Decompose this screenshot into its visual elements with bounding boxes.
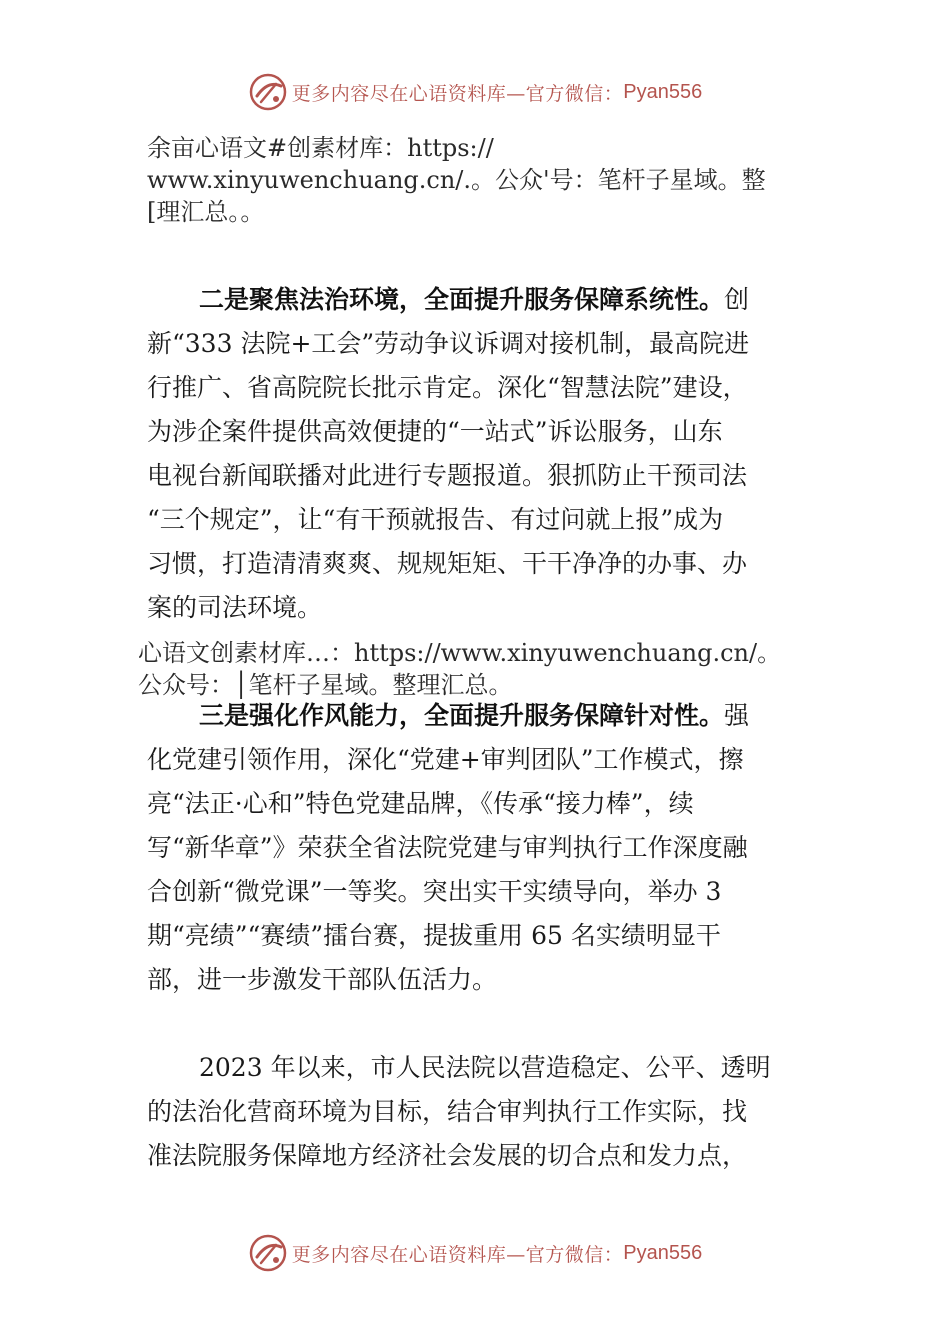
banner-wechat-id: Pyan556 <box>623 1241 703 1264</box>
brand-logo-icon <box>248 72 288 112</box>
paragraph-line: 亮“法正·心和”特色党建品牌，《传承“接力棒”，续 <box>147 789 694 818</box>
paragraph-line: 准法院服务保障地方经济社会发展的切合点和发力点， <box>147 1141 748 1170</box>
paragraph-line: 行推广、省高院院长批示肯定。深化“智慧法院”建设， <box>147 373 748 402</box>
paragraph-line: 的法治化营商环境为目标，结合审判执行工作实际，找 <box>147 1097 748 1126</box>
watermark-line: www.xinyuwenchuang.cn/.。公众'号：笔杆子星域。整 <box>147 166 766 194</box>
watermark-line: [理汇总。。 <box>147 198 265 226</box>
section-3-paragraph <box>147 694 749 1002</box>
section-3-heading: 三是强化作风能力，全面提升服务保障针对性。 <box>199 701 725 730</box>
paragraph-line: 2023 年以来，市人民法院以营造稳定、公平、透明 <box>199 1053 771 1082</box>
section-2-first-line <box>147 278 749 322</box>
paragraph-line: 习惯，打造清清爽爽、规规矩矩、干干净净的办事、办 <box>147 549 748 578</box>
watermark-line: 余亩心语文#创素材库：https:// <box>147 134 494 162</box>
watermark-line: 心语文创素材库…：https://www.xinyuwenchuang.cn/。 <box>138 639 782 667</box>
section-3-first-line <box>147 694 749 738</box>
section-2-paragraph <box>147 278 749 630</box>
paragraph-2023 <box>147 1046 771 1178</box>
paragraph-line: 部，进一步激发干部队伍活力。 <box>147 965 498 994</box>
banner-text: 更多内容尽在心语资料库—官方微信： <box>291 1243 624 1266</box>
section-2-first-rest: 创 <box>724 285 750 314</box>
watermark-text-top <box>147 132 766 228</box>
paragraph-line: 化党建引领作用，深化“党建+审判团队”工作模式，擦 <box>147 745 744 774</box>
footer-banner <box>0 1231 950 1275</box>
banner-wechat-id: Pyan556 <box>623 80 703 103</box>
section-3-first-rest: 强 <box>724 701 750 730</box>
paragraph-line: 写“新华章”》荣获全省法院党建与审判执行工作深度融 <box>147 833 748 862</box>
paragraph-line: 案的司法环境。 <box>147 593 323 622</box>
section-2-heading: 二是聚焦法治环境，全面提升服务保障系统性。 <box>199 285 725 314</box>
paragraph-line: “三个规定”，让“有干预就报告、有过问就上报”成为 <box>147 505 724 534</box>
banner-text: 更多内容尽在心语资料库—官方微信： <box>291 82 624 105</box>
watermark-text-middle <box>138 637 781 701</box>
paragraph-line: 为涉企案件提供高效便捷的“一站式”诉讼服务，山东 <box>147 417 723 446</box>
paragraph-line: 合创新“微党课”一等奖。突出实干实绩导向，举办 3 <box>147 877 722 906</box>
brand-logo-icon <box>248 1233 288 1273</box>
header-banner <box>0 70 950 114</box>
watermark-line: 公众号：│笔杆子星域。整理汇总。 <box>138 671 513 699</box>
paragraph-line: 电视台新闻联播对此进行专题报道。狠抓防止干预司法 <box>147 461 748 490</box>
paragraph-line: 期“亮绩”“赛绩”擂台赛，提拔重用 65 名实绩明显干 <box>147 921 721 950</box>
paragraph-line: 新“333 法院+工会”劳动争议诉调对接机制，最高院进 <box>147 329 750 358</box>
